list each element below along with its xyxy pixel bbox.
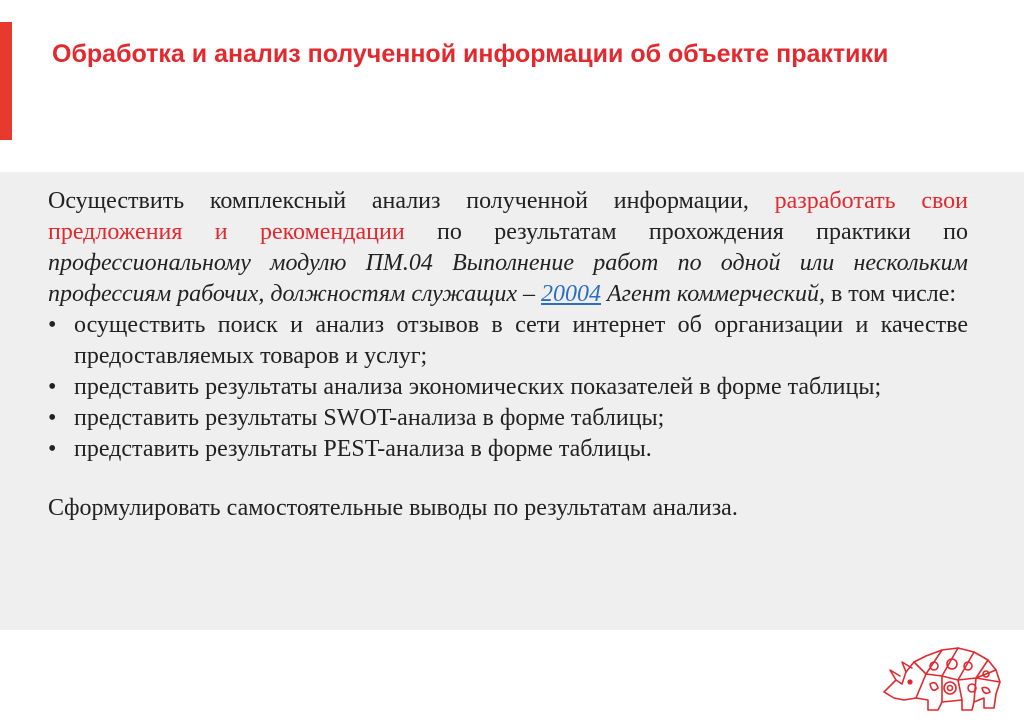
- intro-text-3: в том числе:: [824, 281, 957, 307]
- intro-paragraph: [48, 186, 968, 310]
- page-title: Обработка и анализ полученной информации об объекте практики: [52, 40, 889, 68]
- task-list: [48, 310, 968, 465]
- list-item-text: представить результаты PEST-анализа в форме таблицы.: [74, 436, 652, 462]
- intro-profession-name: Агент коммерческий,: [601, 281, 825, 307]
- list-item: [48, 310, 968, 372]
- list-item-text: осуществить поиск и анализ отзывов в сети интернет об организации и качестве предоставляемых товаров и услуг;: [74, 312, 968, 369]
- list-item-text: представить результаты SWOT-анализа в форме таблицы;: [74, 405, 665, 431]
- intro-text-2: по результатам прохождения практики по: [404, 219, 968, 245]
- list-item: [48, 403, 968, 434]
- rhino-logo-icon: [876, 640, 1010, 716]
- conclusion-paragraph: Сформулировать самостоятельные выводы по результатам анализа.: [48, 495, 738, 521]
- intro-text-1: Осуществить комплексный анализ полученной информации,: [48, 188, 775, 214]
- list-item: [48, 434, 968, 465]
- bullet-icon: •: [48, 436, 57, 462]
- bullet-icon: •: [48, 312, 57, 338]
- profession-code-link[interactable]: 20004: [541, 281, 602, 307]
- list-item: [48, 372, 968, 403]
- intro-highlight: разработать свои предложения и рекомендации: [48, 188, 968, 245]
- list-item-text: представить результаты анализа экономических показателей в форме таблицы;: [74, 374, 882, 400]
- bullet-icon: •: [48, 374, 57, 400]
- spacer: [48, 465, 968, 493]
- bullet-icon: •: [48, 405, 57, 431]
- intro-module-name: профессиональному модулю ПМ.04 Выполнение работ по одной или нескольким профессиям рабочих, должностям служащих –: [48, 250, 968, 307]
- content-body: [48, 186, 968, 524]
- accent-bar: [0, 22, 12, 140]
